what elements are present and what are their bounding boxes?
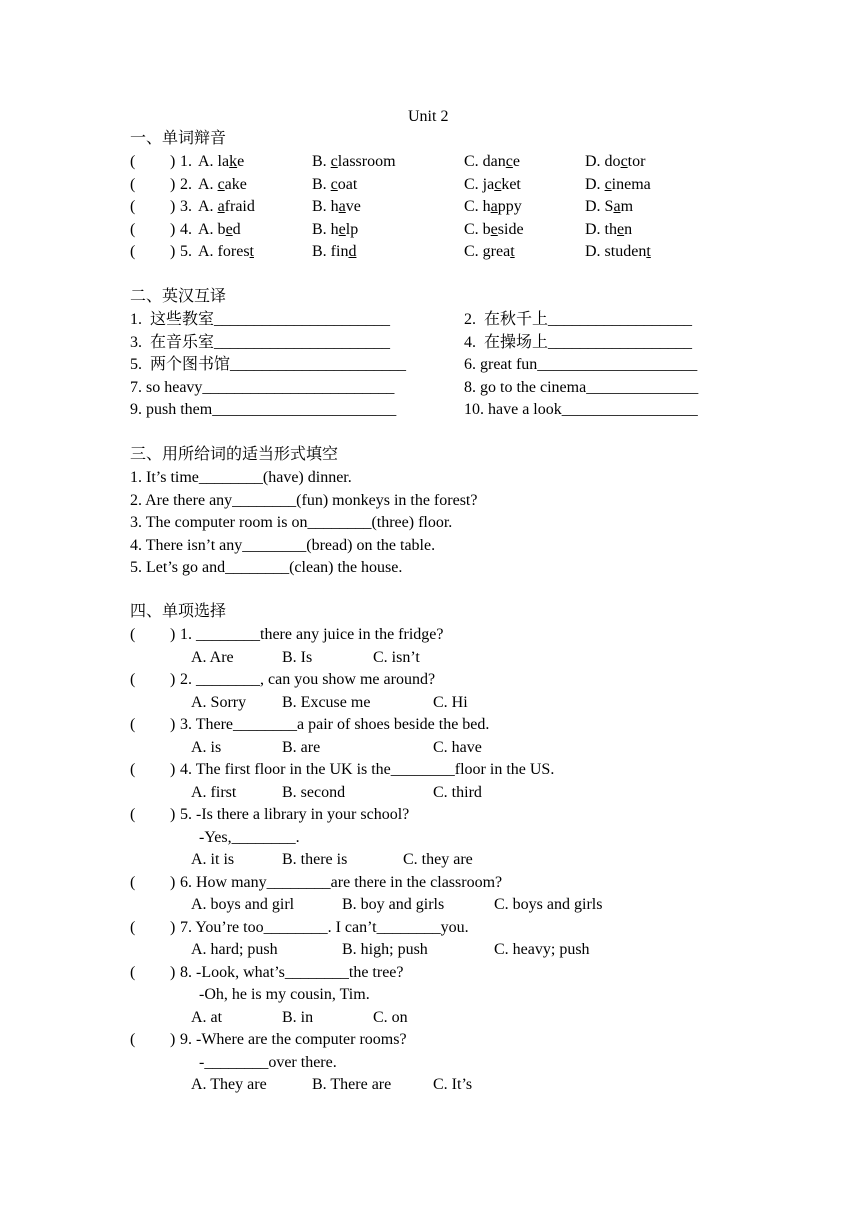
underlined-letter: e xyxy=(338,220,346,238)
question-text: 7. You’re too________. I can’t________you. xyxy=(180,918,469,936)
underlined-letter: e xyxy=(490,220,498,238)
section2-heading: 二、英汉互译 xyxy=(130,288,227,305)
option-text: A. fores xyxy=(198,243,250,260)
choice-option: C. Hi xyxy=(433,693,468,711)
option-text: A. xyxy=(198,198,218,215)
option-d xyxy=(585,220,632,240)
answer-paren-open: ( xyxy=(130,1031,136,1048)
answer-paren-close: ) xyxy=(170,626,176,643)
translation-item: 9. push them_______________________ xyxy=(130,401,397,418)
option-d xyxy=(585,152,645,172)
option-text: A. b xyxy=(198,220,226,238)
answer-paren-close: ) xyxy=(170,175,176,193)
underlined-letter: a xyxy=(217,198,225,215)
choice-option: B. second xyxy=(282,783,346,801)
choice-option: A. first xyxy=(191,783,237,801)
option-a xyxy=(198,175,247,195)
fill-in-item: 4. There isn’t any________(bread) on the table. xyxy=(130,536,436,554)
translation-item: 7. so heavy________________________ xyxy=(130,378,395,396)
choice-option: A. it is xyxy=(191,851,235,868)
translation-item: 5. 两个图书馆______________________ xyxy=(130,356,407,373)
answer-paren-close: ) xyxy=(170,963,176,981)
answer-paren-open: ( xyxy=(130,671,136,688)
question-continuation: -Oh, he is my cousin, Tim. xyxy=(199,986,370,1003)
option-text: A. xyxy=(198,175,218,193)
question-number: 4. xyxy=(180,220,192,238)
question-text: 8. -Look, what’s________the tree? xyxy=(180,963,404,981)
option-b xyxy=(312,242,356,262)
translation-item: 6. great fun____________________ xyxy=(464,356,698,373)
answer-paren-open: ( xyxy=(130,175,136,193)
underlined-letter: e xyxy=(617,220,625,238)
question-text: 6. How many________are there in the classroom? xyxy=(180,873,503,891)
option-text: d xyxy=(232,220,241,238)
question-number: 3. xyxy=(180,198,192,215)
option-text: n xyxy=(624,220,633,238)
option-text: B. fin xyxy=(312,243,349,260)
option-text: D. S xyxy=(585,198,614,215)
choice-option: A. is xyxy=(191,738,222,756)
question-continuation: -________over there. xyxy=(199,1053,337,1071)
option-text: C. grea xyxy=(464,243,511,260)
choice-option: C. third xyxy=(433,783,482,801)
option-text: ake xyxy=(224,175,247,193)
choice-option: C. on xyxy=(373,1008,408,1026)
option-b xyxy=(312,175,357,195)
option-c xyxy=(464,197,522,217)
option-text: D. xyxy=(585,175,605,193)
choice-option: B. boy and girls xyxy=(342,896,445,913)
option-text: e xyxy=(237,153,245,170)
choice-option: B. there is xyxy=(282,851,348,868)
option-text: ket xyxy=(501,175,521,193)
option-text: C. b xyxy=(464,220,491,238)
underlined-letter: k xyxy=(229,153,238,170)
option-text: ppy xyxy=(497,198,522,215)
choice-option: C. It’s xyxy=(433,1076,473,1093)
option-b xyxy=(312,152,396,172)
option-text: A. la xyxy=(198,153,230,170)
question-number: 1. xyxy=(180,153,192,170)
page-title: Unit 2 xyxy=(408,108,449,125)
option-text: oat xyxy=(337,175,358,193)
underlined-letter: a xyxy=(613,198,621,215)
answer-paren-open: ( xyxy=(130,198,136,215)
answer-paren-close: ) xyxy=(170,806,176,823)
question-number: 5. xyxy=(180,243,192,260)
answer-paren-open: ( xyxy=(130,761,136,778)
option-text: tor xyxy=(627,153,646,170)
answer-paren-open: ( xyxy=(130,716,136,733)
answer-paren-open: ( xyxy=(130,220,136,238)
choice-option: B. high; push xyxy=(342,941,428,958)
underlined-letter: t xyxy=(249,243,254,260)
option-text: e xyxy=(512,153,520,170)
translation-item: 10. have a look_________________ xyxy=(464,401,698,418)
underlined-letter: d xyxy=(348,243,357,260)
option-text: lassroom xyxy=(337,153,396,170)
translation-item: 8. go to the cinema______________ xyxy=(464,378,699,396)
option-text: side xyxy=(497,220,524,238)
choice-option: B. are xyxy=(282,738,321,756)
choice-option: A. hard; push xyxy=(191,941,278,958)
underlined-letter: c xyxy=(217,175,225,193)
answer-paren-open: ( xyxy=(130,963,136,981)
section4-heading: 四、单项选择 xyxy=(130,603,227,620)
choice-option: B. There are xyxy=(312,1076,392,1093)
option-text: D. studen xyxy=(585,243,647,260)
underlined-letter: c xyxy=(604,175,612,193)
option-a xyxy=(198,242,254,262)
option-text: B. xyxy=(312,175,331,193)
translation-item: 2. 在秋千上__________________ xyxy=(464,311,693,328)
option-text: ve xyxy=(345,198,361,215)
underlined-letter: c xyxy=(620,153,628,170)
option-text: B. h xyxy=(312,220,339,238)
underlined-letter: c xyxy=(494,175,502,193)
question-text: 4. The first floor in the UK is the________floor in the US. xyxy=(180,761,555,778)
answer-paren-open: ( xyxy=(130,918,136,936)
option-text: C. dan xyxy=(464,153,506,170)
question-text: 9. -Where are the computer rooms? xyxy=(180,1031,407,1048)
question-number: 2. xyxy=(180,175,192,193)
option-b xyxy=(312,220,358,240)
translation-item: 3. 在音乐室______________________ xyxy=(130,333,391,351)
option-d xyxy=(585,197,633,217)
option-a xyxy=(198,220,241,240)
option-b xyxy=(312,197,361,217)
option-text: C. h xyxy=(464,198,491,215)
option-d xyxy=(585,242,651,262)
option-text: m xyxy=(620,198,634,215)
option-text: B. h xyxy=(312,198,339,215)
underlined-letter: c xyxy=(505,153,513,170)
choice-option: C. isn’t xyxy=(373,648,420,666)
underlined-letter: t xyxy=(646,243,651,260)
translation-item: 1. 这些教室______________________ xyxy=(130,311,391,328)
option-text: C. ja xyxy=(464,175,495,193)
choice-option: A. boys and girl xyxy=(191,896,295,913)
answer-paren-close: ) xyxy=(170,671,176,688)
underlined-letter: a xyxy=(338,198,346,215)
question-text: 1. ________there any juice in the fridge? xyxy=(180,626,444,643)
option-c xyxy=(464,152,520,172)
answer-paren-open: ( xyxy=(130,626,136,643)
option-text: D. th xyxy=(585,220,617,238)
option-a xyxy=(198,197,255,217)
answer-paren-close: ) xyxy=(170,153,176,170)
choice-option: A. They are xyxy=(191,1076,267,1093)
answer-paren-open: ( xyxy=(130,873,136,891)
fill-in-item: 2. Are there any________(fun) monkeys in the forest? xyxy=(130,491,478,509)
underlined-letter: t xyxy=(510,243,515,260)
answer-paren-close: ) xyxy=(170,873,176,891)
answer-paren-open: ( xyxy=(130,806,136,823)
option-c xyxy=(464,175,521,195)
option-c xyxy=(464,242,515,262)
choice-option: C. they are xyxy=(403,851,473,868)
answer-paren-close: ) xyxy=(170,1031,176,1048)
fill-in-item: 5. Let’s go and________(clean) the house. xyxy=(130,559,403,576)
option-a xyxy=(198,152,244,172)
question-text: 2. ________, can you show me around? xyxy=(180,671,436,688)
section1-heading: 一、单词辩音 xyxy=(130,130,227,147)
option-d xyxy=(585,175,651,195)
answer-paren-close: ) xyxy=(170,220,176,238)
option-text: lp xyxy=(345,220,359,238)
choice-option: B. Is xyxy=(282,648,313,666)
fill-in-item: 3. The computer room is on________(three) floor. xyxy=(130,514,453,531)
answer-paren-close: ) xyxy=(170,761,176,778)
answer-paren-close: ) xyxy=(170,243,176,260)
option-c xyxy=(464,220,524,240)
answer-paren-close: ) xyxy=(170,716,176,733)
underlined-letter: a xyxy=(490,198,498,215)
answer-paren-open: ( xyxy=(130,153,136,170)
option-text: D. do xyxy=(585,153,621,170)
choice-option: C. heavy; push xyxy=(494,941,590,958)
choice-option: A. Sorry xyxy=(191,693,247,711)
question-text: 3. There________a pair of shoes beside the bed. xyxy=(180,716,490,733)
fill-in-item: 1. It’s time________(have) dinner. xyxy=(130,469,352,486)
option-text: inema xyxy=(611,175,651,193)
underlined-letter: c xyxy=(330,175,338,193)
choice-option: B. Excuse me xyxy=(282,693,371,711)
option-text: fraid xyxy=(224,198,255,215)
answer-paren-open: ( xyxy=(130,243,136,260)
question-text: 5. -Is there a library in your school? xyxy=(180,806,410,823)
choice-option: B. in xyxy=(282,1008,314,1026)
section3-heading: 三、用所给词的适当形式填空 xyxy=(130,446,339,463)
underlined-letter: c xyxy=(330,153,338,170)
answer-paren-close: ) xyxy=(170,918,176,936)
translation-item: 4. 在操场上__________________ xyxy=(464,333,693,351)
answer-paren-close: ) xyxy=(170,198,176,215)
choice-option: C. boys and girls xyxy=(494,896,603,913)
choice-option: C. have xyxy=(433,738,482,756)
choice-option: A. at xyxy=(191,1008,223,1026)
underlined-letter: e xyxy=(225,220,233,238)
option-text: B. xyxy=(312,153,331,170)
question-continuation: -Yes,________. xyxy=(199,828,300,846)
choice-option: A. Are xyxy=(191,648,234,666)
